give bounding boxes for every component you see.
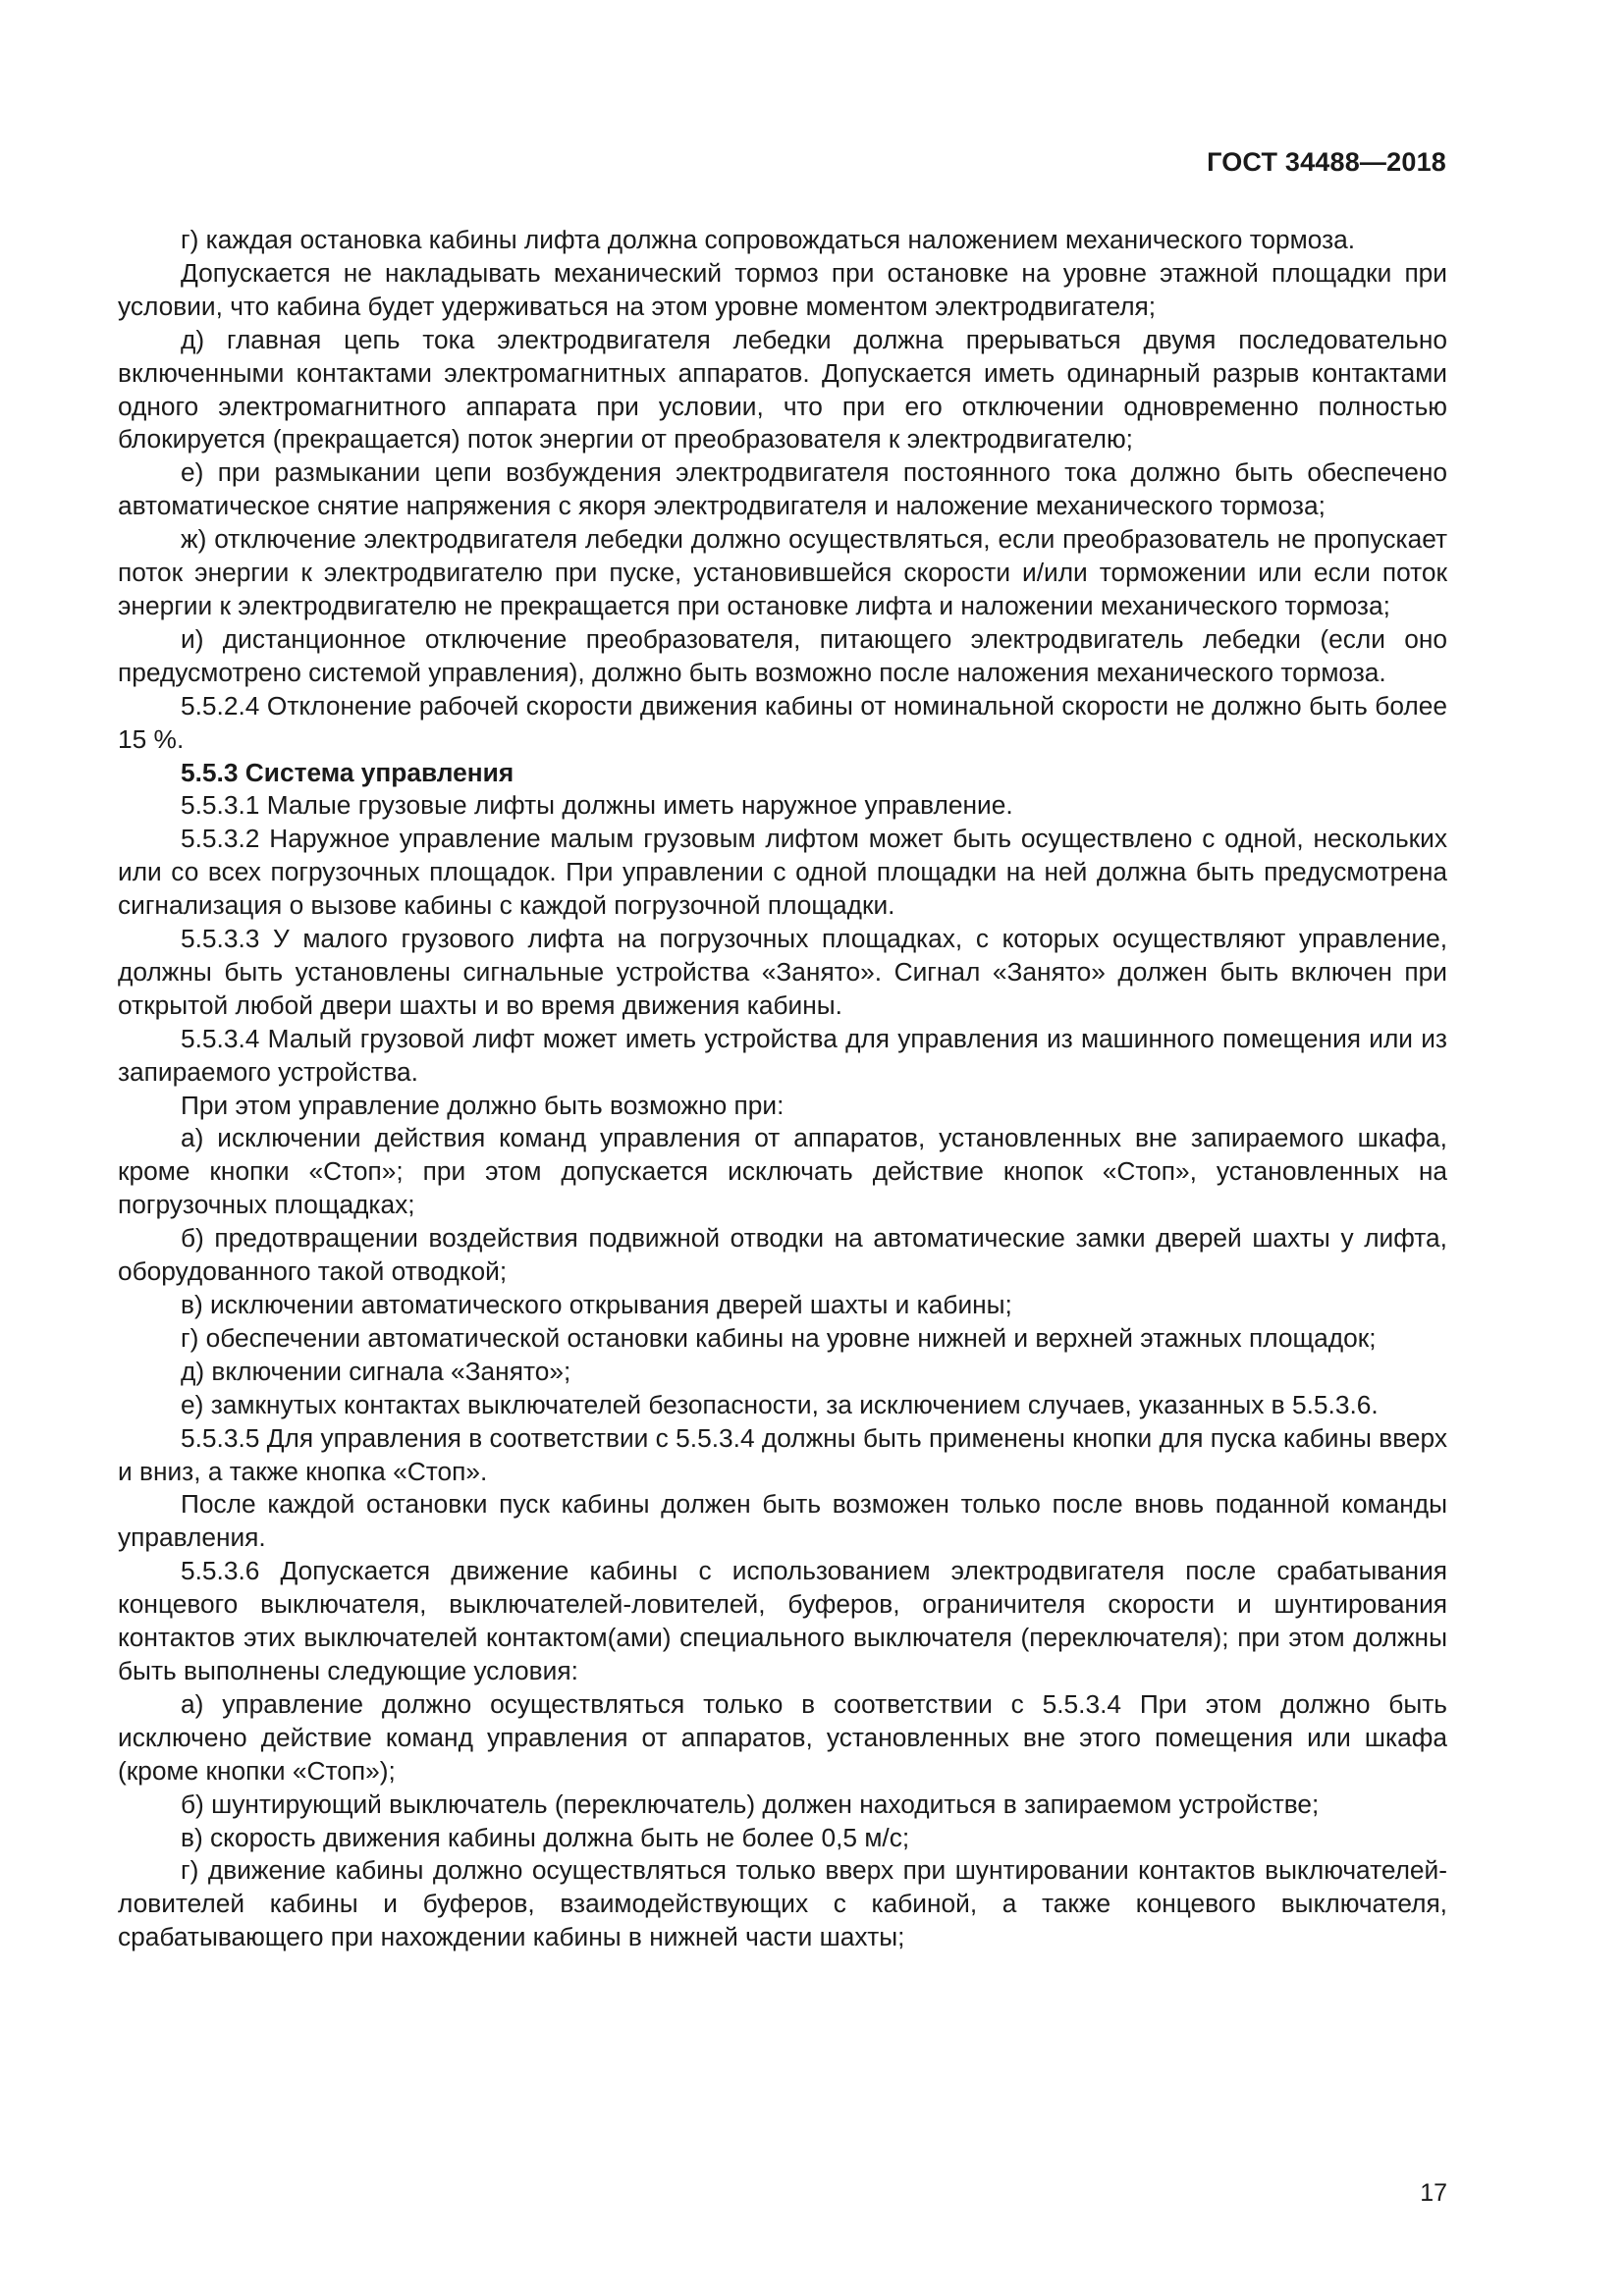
document-body <box>118 224 1447 1954</box>
clause-5-5-3-1: 5.5.3.1 Малые грузовые лифты должны иметь наружное управление. <box>181 790 1013 821</box>
clause-5-5-2-4: 5.5.2.4 Отклонение рабочей скорости движения кабины от номинальной скорости не должно быть более 15 %. <box>118 690 1447 754</box>
list-item-e: е) замкнутых контактах выключателей безопасности, за исключением случаев, указанных в 5.5.3.6. <box>181 1389 1379 1419</box>
paragraph-item-zh: ж) отключение электродвигателя лебедки должно осуществляться, если преобразователь не пропускает поток энергии к электродвигателю при пуске, установившейся скорости и/или торможении или если поток энергии к электродвигателю не прекращается при остановке лифта и наложении механического тормоза; <box>118 524 1447 620</box>
paragraph: Допускается не накладывать механический тормоз при остановке на уровне этажной площадки при условии, что кабина будет удерживаться на этом уровне моментом электродвигателя; <box>118 257 1447 321</box>
list-item-b: б) шунтирующий выключатель (переключатель) должен находиться в запираемом устройстве; <box>181 1789 1320 1819</box>
clause-5-5-3-6: 5.5.3.6 Допускается движение кабины с использованием электродвигателя после срабатывания концевого выключателя, выключателей-ловителей, буферов, ограничителя скорости и шунтирования контактов этих выключателей контактом(ами) специального выключателя (переключателя); при этом должны быть выполнены следующие условия: <box>118 1556 1447 1685</box>
document-id: ГОСТ 34488—2018 <box>1207 147 1446 177</box>
paragraph: После каждой остановки пуск кабины должен быть возможен только после вновь поданной команды управления. <box>118 1489 1447 1553</box>
section-heading-5-5-3: 5.5.3 Система управления <box>181 757 514 787</box>
paragraph-item-e: е) при размыкании цепи возбуждения электродвигателя постоянного тока должно быть обеспечено автоматическое снятие напряжения с якоря электродвигателя и наложение механического тормоза; <box>118 457 1447 521</box>
list-item-v: в) исключении автоматического открывания дверей шахты и кабины; <box>181 1290 1012 1319</box>
clause-5-5-3-3: 5.5.3.3 У малого грузового лифта на погрузочных площадках, с которых осуществляют управление, должны быть установлены сигнальные устройства «Занято». Сигнал «Занято» должен быть включен при открытой любой двери шахты и во время движения кабины. <box>118 924 1447 1020</box>
list-item-a: а) управление должно осуществляться только в соответствии с 5.5.3.4 При этом должно быть исключено действие команд управления от аппаратов, установленных вне этого помещения или шкафа (кроме кнопки «Стоп»); <box>118 1688 1447 1786</box>
list-item-b: б) предотвращении воздействия подвижной отводки на автоматические замки дверей шахты у лифта, оборудованного такой отводкой; <box>118 1223 1447 1287</box>
paragraph: При этом управление должно быть возможно при: <box>181 1090 785 1120</box>
list-item-g: г) обеспечении автоматической остановки кабины на уровне нижней и верхней этажных площадок; <box>181 1322 1377 1353</box>
list-item-v: в) скорость движения кабины должна быть не более 0,5 м/с; <box>181 1822 910 1852</box>
clause-5-5-3-4: 5.5.3.4 Малый грузовой лифт может иметь устройства для управления из машинного помещения или из запираемого устройства. <box>118 1023 1447 1087</box>
paragraph-item-i: и) дистанционное отключение преобразователя, питающего электродвигатель лебедки (если оно предусмотрено системой управления), должно быть возможно после наложения механического тормоза. <box>118 623 1447 687</box>
clause-5-5-3-2: 5.5.3.2 Наружное управление малым грузовым лифтом может быть осуществлено с одной, нескольких или со всех погрузочных площадок. При управлении с одной площадки на ней должна быть предусмотрена сигнализация о вызове кабины с каждой погрузочной площадки. <box>118 824 1447 921</box>
list-item-g: г) движение кабины должно осуществляться только вверх при шунтировании контактов выключателей-ловителей кабины и буферов, взаимодействующих с кабиной, а также концевого выключателя, срабатывающего при нахождении кабины в нижней части шахты; <box>118 1855 1447 1952</box>
paragraph-item-g: г) каждая остановка кабины лифта должна сопровождаться наложением механического тормоза. <box>181 225 1356 254</box>
page-number: 17 <box>1420 2179 1447 2207</box>
paragraph-item-d: д) главная цепь тока электродвигателя лебедки должна прерываться двумя последовательно включенными контактами электромагнитных аппаратов. Допускается иметь одинарный разрыв контактами одного электромагнитного аппарата при условии, что при его отключении одновременно полностью блокируется (прекращается) поток энергии от преобразователя к электродвигателю; <box>118 324 1447 454</box>
list-item-a: а) исключении действия команд управления от аппаратов, установленных вне запираемого шкафа, кроме кнопки «Стоп»; при этом допускается исключать действие кнопок «Стоп», установленных на погрузочных площадках; <box>118 1123 1447 1220</box>
clause-5-5-3-5: 5.5.3.5 Для управления в соответствии с 5.5.3.4 должны быть применены кнопки для пуска кабины вверх и вниз, а также кнопка «Стоп». <box>118 1422 1447 1486</box>
list-item-d: д) включении сигнала «Занято»; <box>181 1356 571 1386</box>
